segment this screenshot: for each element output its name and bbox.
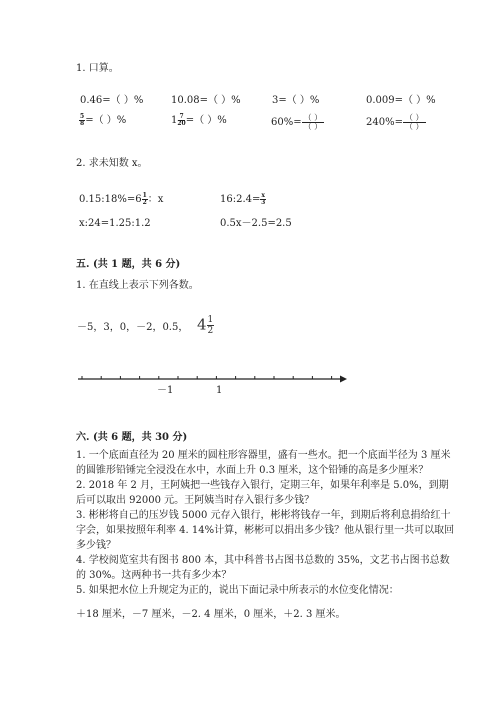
denominator: 2 xyxy=(207,326,214,336)
section-6-questions xyxy=(76,448,456,598)
q1-item-2: 10.08=（ ）% xyxy=(171,95,241,106)
label-minus-one: －1 xyxy=(157,385,174,396)
blank: =（ ）% xyxy=(185,115,227,126)
numbers-list: －5，3，0，－2，0.5， xyxy=(77,322,189,333)
denominator: 8 xyxy=(80,120,85,127)
numerator: （ ） xyxy=(303,113,323,122)
q2-equation-3: x:24=1.25:1.2 xyxy=(79,218,151,229)
question-3: 3. 彬彬将自己的压岁钱 5000 元存入银行，彬彬将钱存一年，到期后将利息捐给红十字会，如果按照年利率 4. 14%计算，彬彬可以捐出多少钱？他从银行里一共可以取回多少钱？ xyxy=(76,510,455,551)
question-4: 4. 学校阅览室共有图书 800 本，其中科普书占图书总数的 35%，文艺书占图书总数的 30%。这两种书一共有多少本？ xyxy=(76,555,450,581)
q1-item-1: 0.46=（ ）% xyxy=(80,95,144,106)
numerator: 1 xyxy=(207,315,214,325)
denominator: 2 xyxy=(142,199,147,206)
fraction xyxy=(207,315,215,336)
section-5-question-1: 1. 在直线上表示下列各数。 xyxy=(76,280,199,291)
expression: 0.15:18%=6 xyxy=(79,194,142,205)
q1-item-3: 3=（ ）% xyxy=(272,95,320,106)
expression: 240%= xyxy=(366,117,403,128)
water-level-records: ＋18 厘米，－7 厘米，－2. 4 厘米，0 厘米，＋2. 3 厘米。 xyxy=(76,609,346,620)
q2-equation-1 xyxy=(79,193,163,206)
numerator: x xyxy=(261,192,265,199)
q2-equation-4: 0.5x－2.5=2.5 xyxy=(220,218,292,229)
section-6-heading: 六. (共 6 题，共 30 分) xyxy=(76,432,188,443)
q2-equation-2 xyxy=(220,193,266,206)
blank-fraction xyxy=(403,114,426,131)
question-5: 5. 如果把水位上升规定为正的，说出下面记录中所表示的水位变化情况： xyxy=(76,585,399,596)
question-1: 1. 一个底面直径为 20 厘米的圆柱形容器里，盛有一些水。把一个底面半径为 3 厘米的圆锥形铅锤完全浸没在水中，水面上升 0.3 厘米，这个铅锤的高是多少厘米？ xyxy=(76,450,451,476)
section-5-heading: 五. (共 1 题，共 6 分) xyxy=(76,259,181,270)
expression: 60%= xyxy=(271,117,302,128)
whole-part: 4 xyxy=(197,315,207,334)
fraction xyxy=(177,114,185,127)
mixed-number xyxy=(197,315,214,336)
blank: =（ ）% xyxy=(85,115,127,126)
arrow-icon xyxy=(340,376,347,383)
blank-fraction xyxy=(302,114,325,131)
question-2: 2. 2018 年 2 月，王阿姨把一些钱存入银行，定期三年，如果年利率是 5.0%，到期后可以取出 92000 元。王阿姨当时存入银行多少钱？ xyxy=(76,480,449,506)
numerator: 5 xyxy=(80,113,85,120)
number-line xyxy=(76,370,351,386)
numerator: 1 xyxy=(142,192,147,199)
fraction xyxy=(260,193,266,206)
q1-heading: 1. 口算。 xyxy=(76,63,119,74)
whole-part: 1 xyxy=(171,115,178,126)
expression: 16:2.4= xyxy=(220,194,261,205)
denominator: （ ） xyxy=(303,122,323,131)
numerator: 7 xyxy=(179,113,184,120)
q1-item-7 xyxy=(271,114,324,131)
q1-item-5 xyxy=(79,114,126,127)
denominator: 3 xyxy=(261,199,266,206)
q2-heading: 2. 求未知数 x。 xyxy=(76,158,148,169)
q1-item-6 xyxy=(171,114,227,127)
numerator: （ ） xyxy=(404,113,424,122)
expression: ：x xyxy=(147,194,164,205)
q1-item-8 xyxy=(366,114,426,131)
denominator: （ ） xyxy=(404,122,424,131)
denominator: 20 xyxy=(177,120,186,127)
q1-item-4: 0.009=（ ）% xyxy=(366,95,436,106)
label-one: 1 xyxy=(216,385,223,396)
